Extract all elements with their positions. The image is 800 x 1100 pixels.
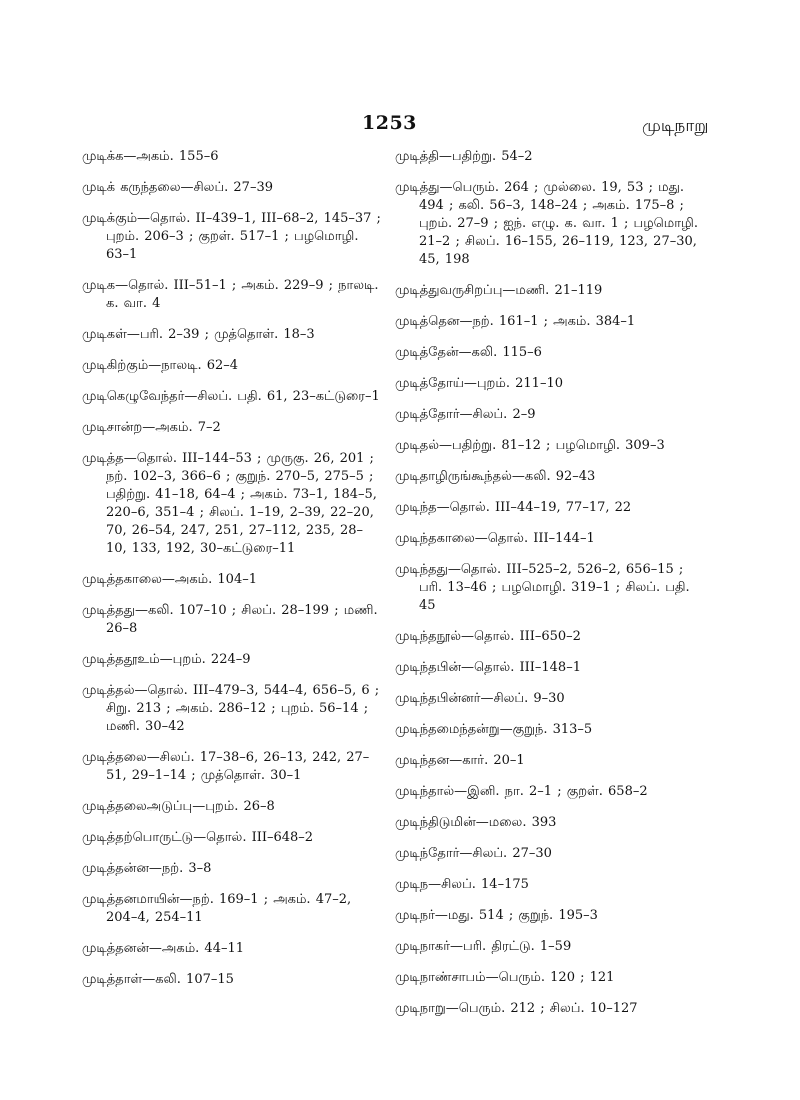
index-entry: முடிசான்ற—அகம். 7–2 [82, 420, 221, 435]
index-entry: முடித்து—பெரும். 264 ; முல்லை. 19, 53 ; மது. 494 ; கலி. 56–3, 148–24 ; அகம். 175–8 ; புறம். 27–9 ; ஐந். எழு. க. வா. 1 ; பழமொழி. 21–2 ; சிலப். 16–155, 26–119, 123, 27–30, 45, 198 [395, 180, 698, 267]
index-entry: முடித்ததூஉம்—புறம். 224–9 [82, 652, 251, 667]
index-entry: முடித்தகாலை—அகம். 104–1 [82, 572, 257, 587]
index-entry: முடிந்தகாலை—தொல். III–144–1 [395, 531, 595, 546]
index-entry: முடிந்தமைந்தன்று—குறுந். 313–5 [395, 722, 593, 737]
index-entry: முடிக்கும்—தொல். II–439–1, III–68–2, 145–37 ; புறம். 206–3 ; குறள். 517–1 ; பழமொழி. 63–1 [82, 211, 381, 262]
index-entry: முடித்தனன்—அகம். 44–11 [82, 941, 245, 956]
index-entry: முடித்தோர்—சிலப். 2–9 [395, 407, 536, 422]
index-entry: முடிதாழிருங்கூந்தல்—கலி. 92–43 [395, 469, 596, 484]
index-entry: முடிந்திடுமின்—மலை. 393 [395, 815, 557, 830]
index-entry: முடிந—சிலப். 14–175 [395, 877, 529, 892]
index-entry: முடிந்தது—தொல். III–525–2, 526–2, 656–15 ; பரி. 13–46 ; பழமொழி. 319–1 ; சிலப். பதி. 45 [395, 562, 690, 613]
index-entry: முடித்தது—கலி. 107–10 ; சிலப். 28–199 ; மணி. 26–8 [82, 603, 378, 636]
index-entry: முடிந்தநூல்—தொல். III–650–2 [395, 629, 581, 644]
index-entry: முடித்தற்பொருட்டு—தொல். III–648–2 [82, 830, 314, 845]
index-entry: முடிந்தபின்—தொல். III–148–1 [395, 660, 581, 675]
index-entry: முடித்தி—பதிற்று. 54–2 [395, 149, 533, 164]
index-entry: முடித்துவருசிறப்பு—மணி. 21–119 [395, 283, 603, 298]
index-entry: முடித்தென—நற். 161–1 ; அகம். 384–1 [395, 314, 636, 329]
index-entry: முடித்தனமாயின்—நற். 169–1 ; அகம். 47–2, 204–4, 254–11 [82, 892, 352, 925]
index-column-left [82, 148, 382, 1002]
index-entry: முடிதல்—பதிற்று. 81–12 ; பழமொழி. 309–3 [395, 438, 665, 453]
page-number: 1253 [362, 112, 417, 134]
index-entry: முடித்த—தொல். III–144–53 ; முருகு. 26, 201 ; நற். 102–3, 366–6 ; குறுந். 270–5, 275–5 ; பதிற்று. 41–18, 64–4 ; அகம். 73–1, 184–5, 220–6, 351–4 ; சிலப். 1–19, 2–39, 22–20, 70, 26–54, 247, 251, 27–112, 235, 28–10, 133, 192, 30–கட்டுரை–11 [82, 451, 377, 556]
index-entry: முடிக்க—அகம். 155–6 [82, 149, 219, 164]
index-entry: முடிகெழுவேந்தர்—சிலப். பதி. 61, 23–கட்டுரை–1 [82, 389, 380, 404]
index-entry: முடித்தலைஅடுப்பு—புறம். 26–8 [82, 799, 275, 814]
index-entry: முடிநர்—மது. 514 ; குறுந். 195–3 [395, 908, 598, 923]
index-entry: முடிந்தால்—இனி. நா. 2–1 ; குறள். 658–2 [395, 784, 648, 799]
index-entry: முடித்தேன்—கலி. 115–6 [395, 345, 542, 360]
index-entry: முடித்தலை—சிலப். 17–38–6, 26–13, 242, 27–51, 29–1–14 ; முத்தொள். 30–1 [82, 750, 370, 783]
index-column-right [395, 148, 710, 1031]
index-entry: முடித்தல்—தொல். III–479–3, 544–4, 656–5, 6 ; சிறு. 213 ; அகம். 286–12 ; புறம். 56–14 ; மணி. 30–42 [82, 683, 380, 734]
index-entry: முடிந்தோர்—சிலப். 27–30 [395, 846, 552, 861]
index-entry: முடிநாண்சாபம்—பெரும். 120 ; 121 [395, 970, 615, 985]
index-entry: முடித்தன்ன—நற். 3–8 [82, 861, 212, 876]
index-entry: முடித்தாள்—கலி. 107–15 [82, 972, 234, 987]
index-entry: முடிநாகர்—பரி. திரட்டு. 1–59 [395, 939, 572, 954]
index-entry: முடித்தோய்—புறம். 211–10 [395, 376, 563, 391]
index-entry: முடிக—தொல். III–51–1 ; அகம். 229–9 ; நாலடி. க. வா. 4 [82, 278, 379, 311]
index-entry: முடிகள்—பரி. 2–39 ; முத்தொள். 18–3 [82, 327, 315, 342]
index-entry: முடிகிற்கும்—நாலடி. 62–4 [82, 358, 239, 373]
running-head: முடிநாறு [642, 116, 709, 136]
index-entry: முடிக் கருந்தலை—சிலப். 27–39 [82, 180, 273, 195]
index-entry: முடிந்தன—கார். 20–1 [395, 753, 525, 768]
index-entry: முடிந்தபின்னர்—சிலப். 9–30 [395, 691, 565, 706]
index-entry: முடிநாறு—பெரும். 212 ; சிலப். 10–127 [395, 1001, 638, 1016]
index-entry: முடிந்த—தொல். III–44–19, 77–17, 22 [395, 500, 632, 515]
